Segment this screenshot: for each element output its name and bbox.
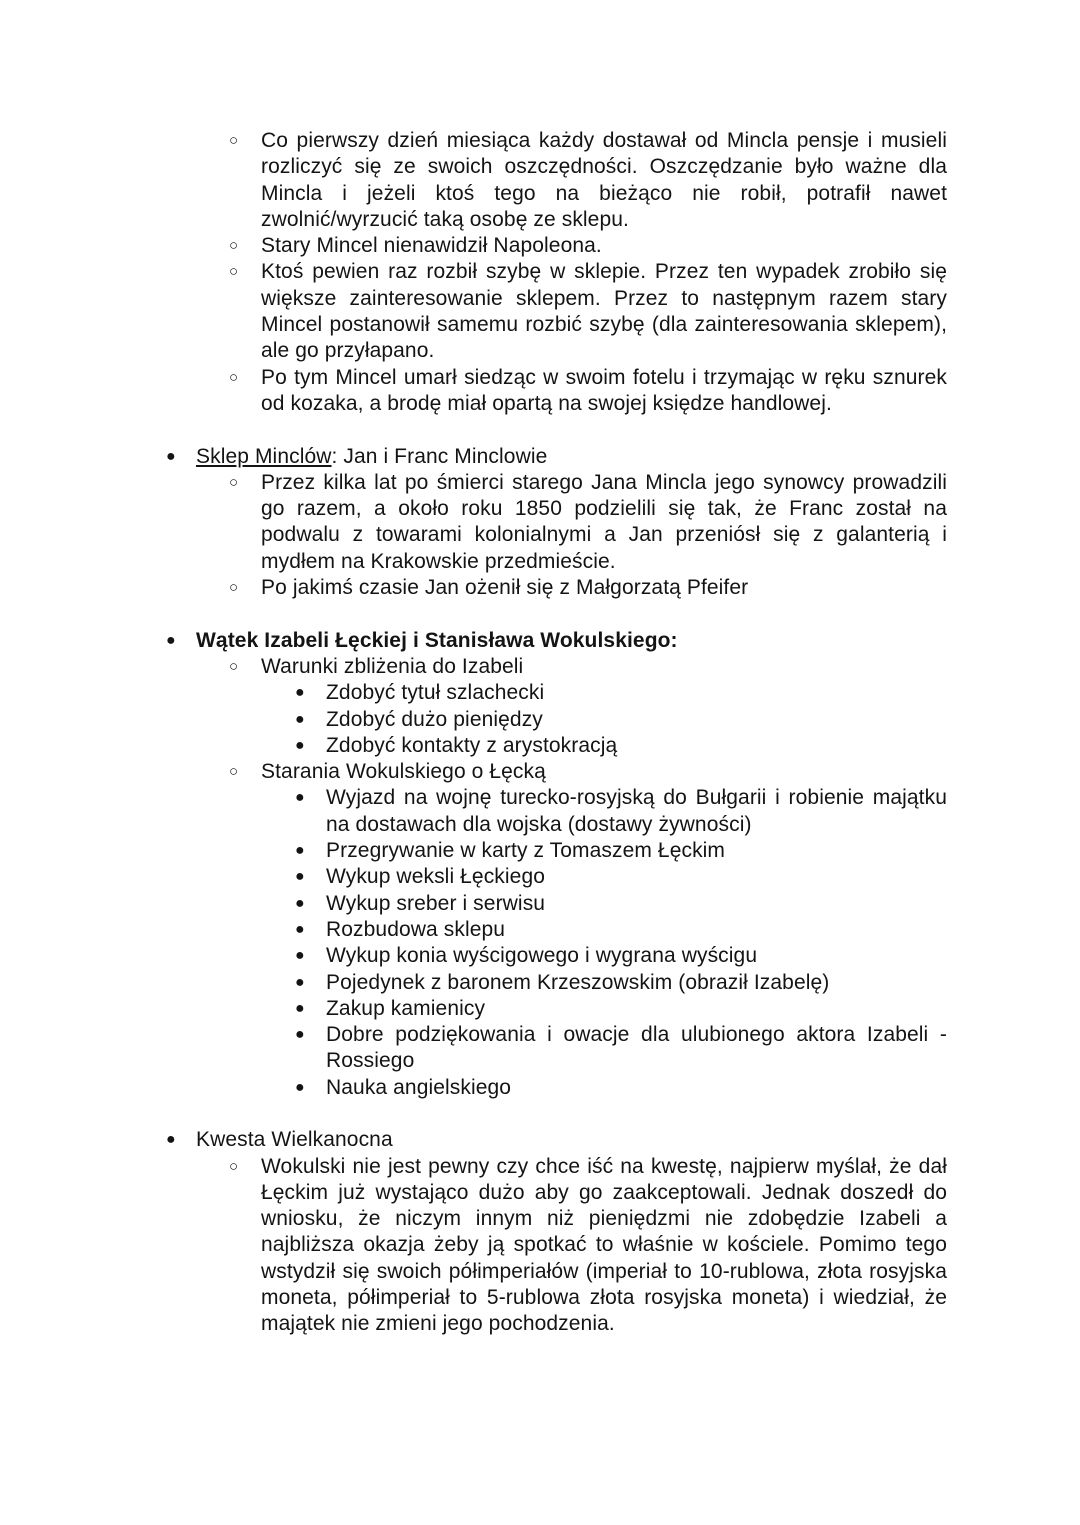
filled-bullet-icon: ●: [166, 447, 176, 465]
list-item: ○ Po jakimś czasie Jan ożenił się z Małgorzatą Pfeifer: [261, 575, 947, 601]
filled-bullet-icon: ●: [295, 789, 305, 807]
sublist-heading: ○ Warunki zbliżenia do Izabeli: [261, 654, 947, 680]
filled-bullet-icon: ●: [295, 1078, 305, 1096]
list-item: ● Nauka angielskiego: [326, 1075, 947, 1101]
hollow-bullet-icon: ○: [229, 263, 239, 281]
section-heading-kwesta: ● Kwesta Wielkanocna: [196, 1127, 947, 1153]
section-heading-sklep-minclow: [166, 444, 947, 470]
filled-bullet-icon: ●: [166, 631, 176, 649]
hollow-bullet-icon: ○: [229, 579, 239, 597]
filled-bullet-icon: ●: [295, 736, 305, 754]
filled-bullet-icon: ●: [295, 710, 305, 728]
filled-bullet-icon: ●: [295, 684, 305, 702]
list-item: ● Pojedynek z baronem Krzeszowskim (obraził Izabelę): [326, 970, 947, 996]
list-item: ● Wykup konia wyścigowego i wygrana wyścigu: [326, 943, 947, 969]
filled-bullet-icon: ●: [295, 894, 305, 912]
document-page: [0, 128, 1080, 1338]
hollow-bullet-icon: ○: [229, 132, 239, 149]
filled-bullet-icon: ●: [295, 868, 305, 886]
hollow-bullet-icon: ○: [229, 237, 239, 255]
list-item: ○ Po tym Mincel umarł siedząc w swoim fotelu i trzymając w ręku sznurek od kozaka, a brodę miał opartą na swojej księdze handlowej.: [229, 365, 947, 415]
filled-bullet-icon: ●: [295, 947, 305, 965]
list-item: ● Zakup kamienicy: [326, 996, 947, 1022]
hollow-bullet-icon: ○: [229, 657, 239, 675]
filled-bullet-icon: ●: [295, 920, 305, 938]
sublist-heading: ○ Starania Wokulskiego o Łęcką: [261, 759, 947, 785]
list-item: ● Wykup sreber i serwisu: [326, 891, 947, 917]
list-item: ○ Ktoś pewien raz rozbił szybę w sklepie. Przez ten wypadek zrobiło się większe zainteresowanie sklepem. Przez to następnym razem stary Mincel postanowił samemu rozbić szybę (dla zainteresowania sklepem), ale go przyłapano.: [229, 260, 947, 363]
list-item: ● Wykup weksli Łęckiego: [326, 864, 947, 890]
hollow-bullet-icon: ○: [229, 368, 239, 386]
section-heading-watek-izabeli: ● Wątek Izabeli Łęckiej i Stanisława Wokulskiego:: [196, 628, 947, 654]
list-item: ○ Przez kilka lat po śmierci starego Jana Mincla jego synowcy prowadzili go razem, a około roku 1850 podzielili się tak, że Franc został na podwalu z towarami kolonialnymi a Jan przeniósł się z galanterią i mydłem na Krakowskie przedmieście.: [229, 470, 947, 573]
filled-bullet-icon: ●: [295, 999, 305, 1017]
filled-bullet-icon: ●: [295, 973, 305, 991]
filled-bullet-icon: ●: [166, 1131, 176, 1149]
hollow-bullet-icon: ○: [229, 1157, 239, 1175]
list-item: ● Zdobyć tytuł szlachecki: [326, 680, 947, 706]
list-item: ● Rozbudowa sklepu: [326, 917, 947, 943]
hollow-bullet-icon: ○: [229, 763, 239, 781]
filled-bullet-icon: ●: [295, 1026, 305, 1044]
list-item: ● Dobre podziękowania i owacje dla ulubionego aktora Izabeli - Rossiego: [295, 1023, 947, 1073]
list-item: ● Przegrywanie w karty z Tomaszem Łęckim: [326, 838, 947, 864]
list-item: ● Zdobyć kontakty z arystokracją: [326, 733, 947, 759]
heading-rest: : Jan i Franc Minclowie: [331, 444, 548, 468]
filled-bullet-icon: ●: [295, 842, 305, 860]
list-item: ○ Stary Mincel nienawidził Napoleona.: [261, 233, 947, 259]
heading-underlined: Sklep Minclów: [196, 444, 332, 468]
list-item: ○ Co pierwszy dzień miesiąca każdy dostawał od Mincla pensje i musieli rozliczyć się ze swoich oszczędności. Oszczędzanie było ważne dla Mincla i jeżeli ktoś tego na bieżąco nie robił, potrafił nawet zwolnić/wyrzucić taką osobę ze sklepu.: [229, 129, 947, 231]
hollow-bullet-icon: ○: [229, 473, 239, 491]
list-item: ○ Wokulski nie jest pewny czy chce iść na kwestę, najpierw myślał, że dał Łęckim już wystająco dużo aby go zaakceptowali. Jednak doszedł do wniosku, że niczym innym niż pieniędzmi nie zdobędzie Izabeli a najbliższa okazja żeby ją spotkać to właśnie w kościele. Pomimo tego wstydził się swoich półimperiałów (imperiał to 10-rublowa, złota rosyjska moneta, półimperiał to 5-rublowa złota rosyjska moneta) i wiedział, że majątek nie zmieni jego pochodzenia.: [229, 1154, 947, 1336]
list-item: ● Wyjazd na wojnę turecko-rosyjską do Bułgarii i robienie majątku na dostawach dla wojska (dostawy żywności): [295, 786, 947, 836]
list-item: ● Zdobyć dużo pieniędzy: [326, 707, 947, 733]
